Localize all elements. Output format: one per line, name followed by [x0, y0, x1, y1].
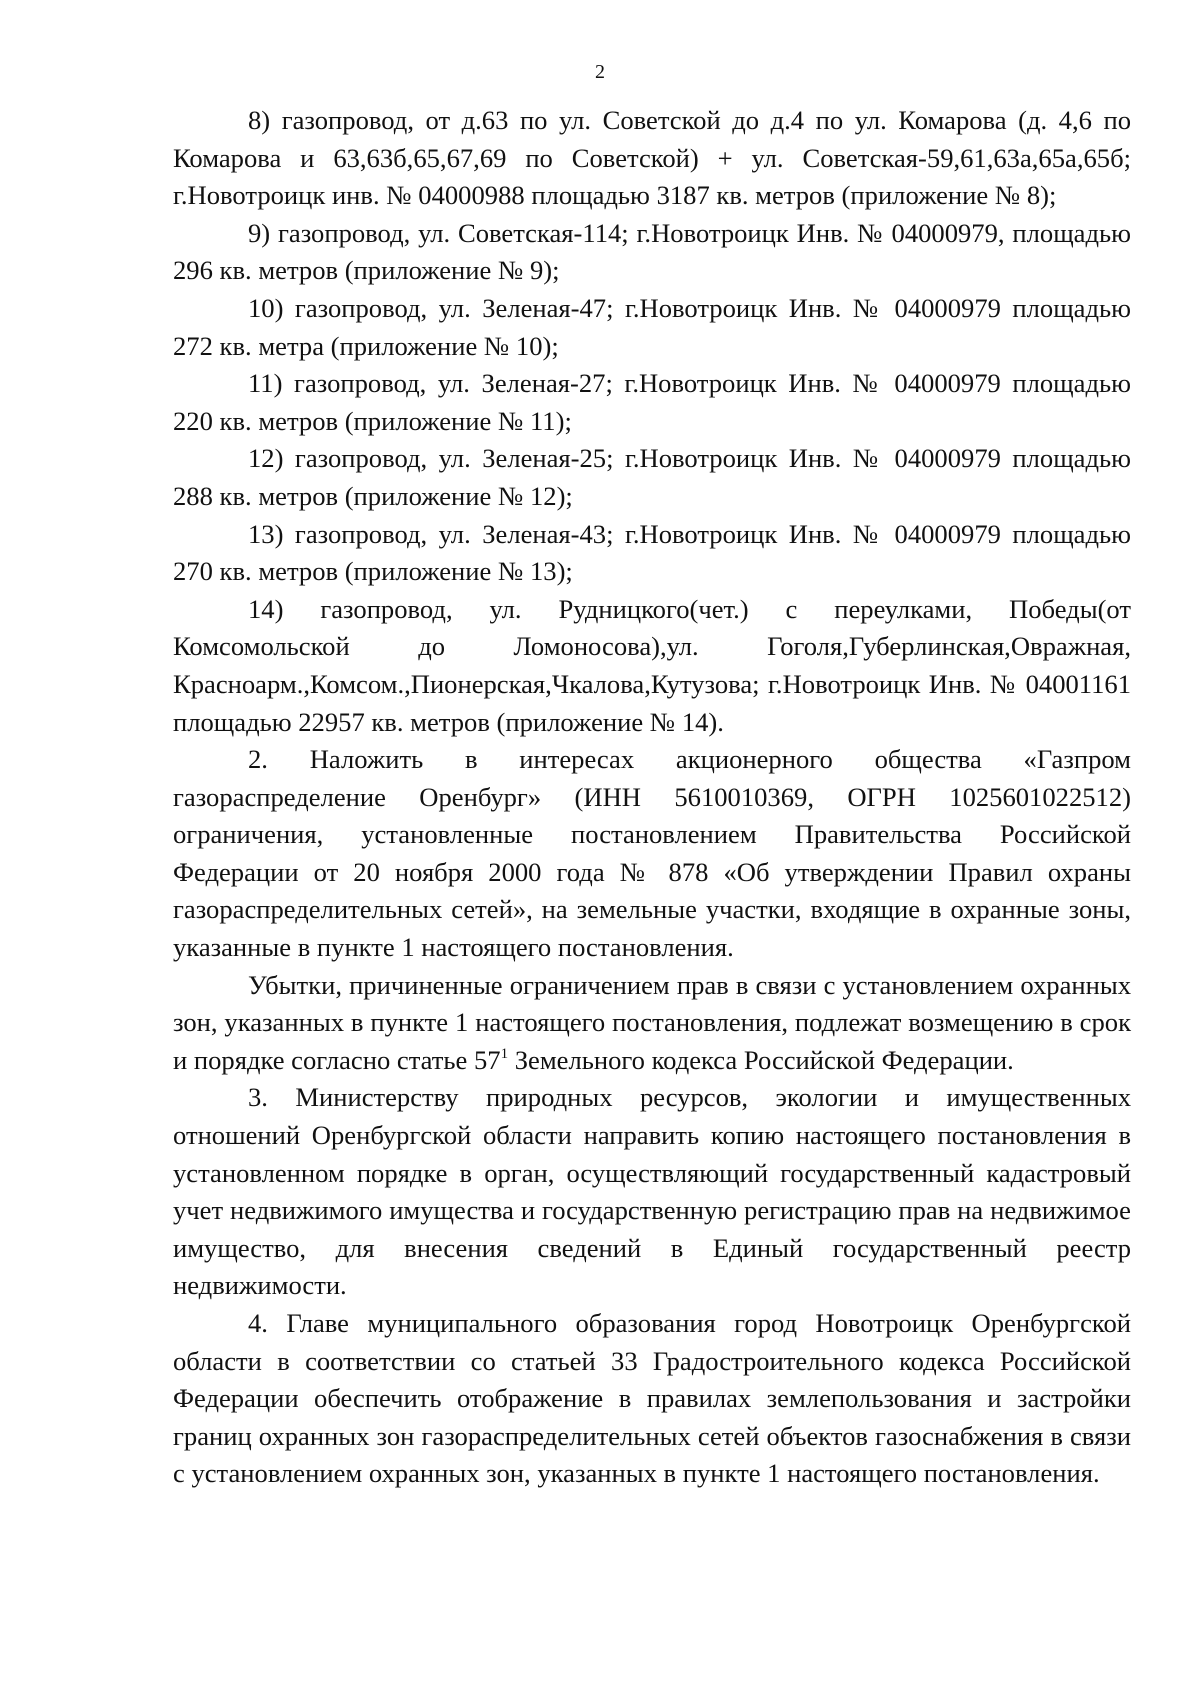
item-14-paragraph: 14) газопровод, ул. Рудницкого(чет.) с переулками, Победы(от Комсомольской до Ломоносова),ул. Гоголя,Губерлинская,Овражная, Красноарм.,Комсом.,Пионерская,Чкалова,Кутузова; г.Новотроицк Инв. № 04001161 площадью 22957 кв. метров (приложение № 14). [173, 593, 1131, 737]
clause-2-paragraph: 2. Наложить в интересах акционерного общества «Газпром газораспределение Оренбург» (ИНН 5610010369, ОГРН 1025601022512) ограничения, установленные постановлением Правительства Российской Федерации от 20 ноября 2000 года № 878 «Об утверждении Правил охраны газораспределительных сетей», на земельные участки, входящие в охранные зоны, указанные в пункте 1 настоящего постановления. [173, 744, 1131, 963]
clause-4-paragraph: 4. Главе муниципального образования город Новотроицк Оренбургской области в соответствии со статьей 33 Градостроительного кодекса Российской Федерации обеспечить отображение в правилах землепользования и застройки границ охранных зон газораспределительных сетей объектов газоснабжения в связи с установлением охранных зон, указанных в пункте 1 настоящего постановления. [173, 1308, 1131, 1489]
item-9-paragraph: 9) газопровод, ул. Советская-114; г.Новотроицк Инв. № 04000979, площадью 296 кв. метров (приложение № 9); [173, 217, 1131, 286]
document-body [173, 102, 1131, 1493]
losses-paragraph [173, 967, 1131, 1080]
clause-3-paragraph: 3. Министерству природных ресурсов, экологии и имущественных отношений Оренбургской области направить копию настоящего постановления в установленном порядке в орган, осуществляющий государственный кадастровый учет недвижимого имущества и государственную регистрацию прав на недвижимое имущество, для внесения сведений в Единый государственный реестр недвижимости. [173, 1082, 1131, 1301]
item-8-paragraph: 8) газопровод, от д.63 по ул. Советской до д.4 по ул. Комарова (д. 4,6 по Комарова и 63,63б,65,67,69 по Советской) + ул. Советская-59,61,63а,65а,65б; г.Новотроицк инв. № 04000988 площадью 3187 кв. метров (приложение № 8); [173, 105, 1131, 211]
article-superscript: 1 [500, 1045, 509, 1062]
item-11-paragraph: 11) газопровод, ул. Зеленая-27; г.Новотроицк Инв. № 04000979 площадью 220 кв. метров (приложение № 11); [173, 368, 1131, 436]
losses-text-start: Убытки, причиненные ограничением прав в связи с установлением охранных зон, указанных в пункте 1 настоящего постановления, подлежат возмещению в срок и порядке согласно статье 57 [173, 969, 1131, 1075]
item-12-paragraph: 12) газопровод, ул. Зеленая-25; г.Новотроицк Инв. № 04000979 площадью 288 кв. метров (приложение № 12); [173, 443, 1131, 511]
item-10-paragraph: 10) газопровод, ул. Зеленая-47; г.Новотроицк Инв. № 04000979 площадью 272 кв. метра (приложение № 10); [173, 292, 1131, 361]
item-13-paragraph: 13) газопровод, ул. Зеленая-43; г.Новотроицк Инв. № 04000979 площадью 270 кв. метров (приложение № 13); [173, 518, 1131, 587]
page-number: 2 [595, 61, 605, 83]
losses-text-end: Земельного кодекса Российской Федерации. [508, 1044, 1014, 1075]
